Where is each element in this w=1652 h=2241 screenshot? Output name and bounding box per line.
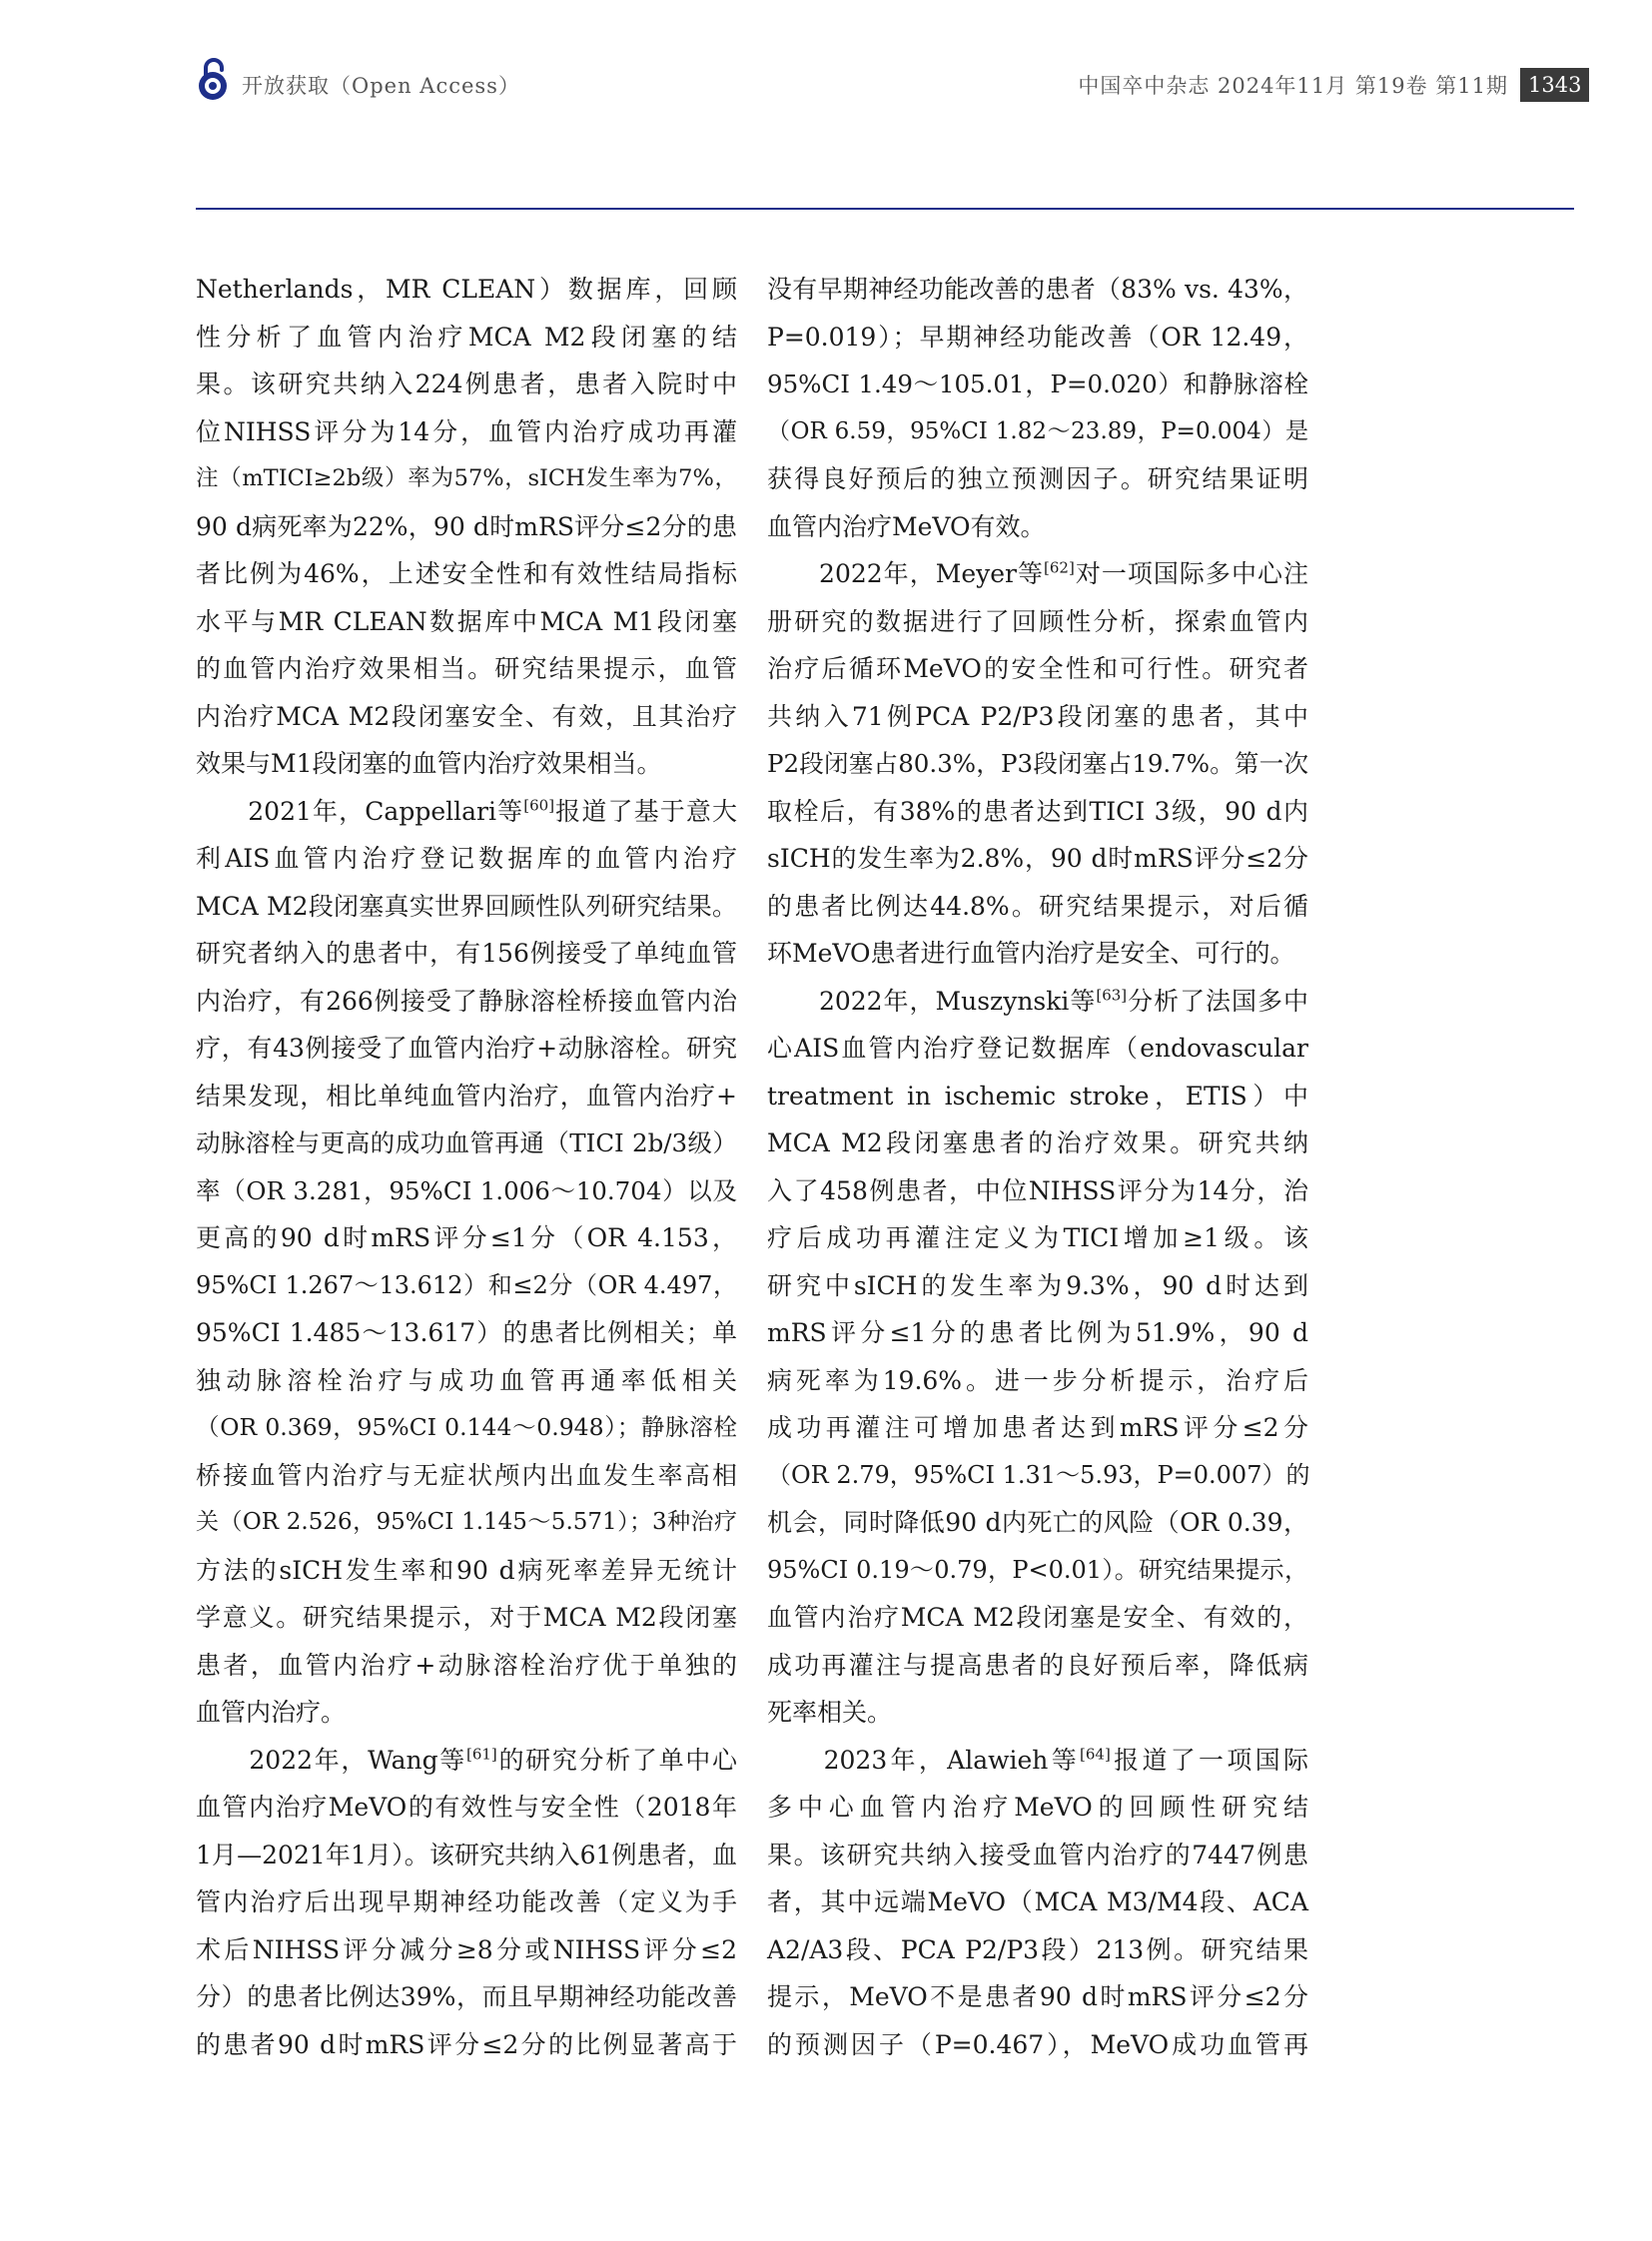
line-text: 血管内治疗MeVO的有效性与安全性（2018年 [196, 1793, 737, 1822]
header-rule [196, 208, 1574, 210]
line-text: 水平与MR CLEAN数据库中MCA M1段闭塞 [196, 606, 737, 636]
line-text: 共纳入71例PCA P2/P3段闭塞的患者，其中 [767, 701, 1308, 731]
line-text: 内治疗MCA M2段闭塞安全、有效，且其治疗 [196, 701, 737, 731]
line-text: 血管内治疗MCA M2段闭塞是安全、有效的， [767, 1603, 1308, 1632]
line-text: 效果与M1段闭塞的血管内治疗效果相当。 [196, 749, 662, 778]
text-line [196, 550, 737, 598]
text-line [767, 1404, 1308, 1452]
line-text: 95%CI 1.485～13.617）的患者比例相关；单 [196, 1318, 737, 1347]
text-line [767, 503, 1308, 551]
text-line [196, 1167, 737, 1215]
text-line [767, 361, 1308, 408]
text-line [196, 1642, 737, 1690]
line-text: 提示，MeVO不是患者90 d时mRS评分≤2分 [767, 1982, 1308, 2011]
line-text: 疗后成功再灌注定义为TICI增加≥1级。该 [767, 1223, 1308, 1252]
text-line [196, 645, 737, 693]
line-text: 2021年，Cappellari等 [196, 796, 524, 826]
text-line [196, 1737, 737, 1785]
line-text: 病死率为19.6%。进一步分析提示，治疗后 [767, 1365, 1308, 1395]
line-text: （OR 0.369，95%CI 0.144～0.948）；静脉溶栓 [196, 1413, 737, 1441]
line-text: 治疗后循环MeVO的安全性和可行性。研究者 [767, 654, 1308, 683]
text-line [196, 978, 737, 1026]
text-line [767, 1878, 1308, 1926]
line-text: 关（OR 2.526，95%CI 1.145～5.571）；3种治疗 [196, 1509, 737, 1535]
text-line [196, 598, 737, 646]
text-line [196, 408, 737, 456]
line-text: 获得良好预后的独立预测因子。研究结果证明 [767, 464, 1308, 493]
text-line [196, 1309, 737, 1357]
text-line [196, 693, 737, 741]
text-line [767, 1309, 1308, 1357]
line-text: P2段闭塞占80.3%，P3段闭塞占19.7%。第一次 [767, 749, 1308, 778]
journal-info [1078, 70, 1508, 100]
text-line [196, 361, 737, 408]
text-line [767, 550, 1308, 598]
line-text: 果。该研究共纳入接受血管内治疗的7447例患 [767, 1840, 1308, 1869]
text-line [767, 1594, 1308, 1642]
citation-reference: [64] [1080, 1745, 1111, 1764]
text-line [196, 2021, 737, 2069]
text-line [767, 1689, 1308, 1737]
line-text-continued: 对一项国际多中心注 [1074, 559, 1308, 588]
text-line [196, 1784, 737, 1832]
line-text: （OR 2.79，95%CI 1.31～5.93，P=0.007）的 [767, 1460, 1310, 1489]
line-text: 心AIS血管内治疗登记数据库（endovascular [767, 1034, 1308, 1063]
text-line [196, 1499, 737, 1547]
line-text-continued: 报道了一项国际 [1110, 1745, 1308, 1775]
text-line [196, 1594, 737, 1642]
line-text: 血管内治疗。 [196, 1698, 347, 1727]
line-text: 动脉溶栓与更高的成功血管再通（TICI 2b/3级） [196, 1128, 737, 1157]
text-line [196, 740, 737, 788]
line-text: sICH的发生率为2.8%，90 d时mRS评分≤2分 [767, 844, 1308, 873]
line-text: 桥接血管内治疗与无症状颅内出血发生率高相 [196, 1460, 737, 1490]
text-line [767, 314, 1308, 362]
line-text: 2022年，Meyer等 [767, 559, 1045, 588]
text-line [196, 1357, 737, 1405]
page-number: 1343 [1520, 68, 1589, 102]
line-text: 率（OR 3.281，95%CI 1.006～10.704）以及 [196, 1175, 737, 1205]
line-text: 血管内治疗MeVO有效。 [767, 511, 1046, 541]
citation-reference: [63] [1096, 986, 1128, 1005]
line-text: 果。该研究共纳入224例患者，患者入院时中 [196, 370, 737, 398]
line-text: 的患者比例达44.8%。研究结果提示，对后循 [767, 891, 1308, 921]
line-text: 位NIHSS评分为14分，血管内治疗成功再灌 [196, 416, 737, 446]
line-text: 95%CI 0.19～0.79，P<0.01）。研究结果提示， [767, 1555, 1308, 1584]
line-text: 更高的90 d时mRS评分≤1分（OR 4.153， [196, 1223, 737, 1252]
text-line [196, 1025, 737, 1073]
text-line [196, 1452, 737, 1500]
citation-reference: [62] [1044, 558, 1075, 577]
text-line [196, 1262, 737, 1310]
line-text: 1月—2021年1月）。该研究共纳入61例患者，血 [196, 1840, 737, 1869]
text-line [196, 835, 737, 883]
text-line [767, 693, 1308, 741]
line-text: 术后NIHSS评分减分≥8分或NIHSS评分≤2 [196, 1934, 737, 1964]
line-text: 患者，血管内治疗+动脉溶栓治疗优于单独的 [196, 1650, 737, 1680]
text-line [767, 408, 1308, 456]
open-access-lock-icon [196, 56, 230, 102]
line-text: 结果发现，相比单纯血管内治疗，血管内治疗+ [196, 1081, 737, 1111]
text-line [767, 1784, 1308, 1832]
text-line [767, 1973, 1308, 2021]
text-line [196, 1878, 737, 1926]
line-text: 2022年，Wang等 [196, 1745, 466, 1775]
text-line [196, 1973, 737, 2021]
text-line [196, 1832, 737, 1879]
line-text: treatment in ischemic stroke，ETIS）中 [767, 1081, 1308, 1111]
text-line [767, 1499, 1308, 1547]
page-header [0, 0, 1652, 212]
line-text: 90 d病死率为22%，90 d时mRS评分≤2分的患 [196, 511, 737, 541]
text-line [767, 788, 1308, 836]
text-line [767, 1073, 1308, 1120]
line-text: MCA M2段闭塞患者的治疗效果。研究共纳 [767, 1128, 1308, 1157]
text-line [767, 1452, 1308, 1500]
line-text: 册研究的数据进行了回顾性分析，探索血管内 [767, 606, 1308, 636]
line-text-continued: 分析了法国多中 [1127, 986, 1308, 1016]
text-line [196, 1073, 737, 1120]
line-text: A2/A3段、PCA P2/P3段）213例。研究结果 [767, 1934, 1308, 1964]
text-line [767, 598, 1308, 646]
text-line [767, 740, 1308, 788]
line-text: P=0.019）；早期神经功能改善（OR 12.49， [767, 322, 1308, 352]
line-text: Netherlands，MR CLEAN）数据库，回顾 [196, 275, 737, 304]
text-line [196, 883, 737, 931]
text-line [196, 788, 737, 836]
line-text: 95%CI 1.49～105.01，P=0.020）和静脉溶栓 [767, 370, 1308, 398]
text-line [767, 1025, 1308, 1073]
text-line [196, 1926, 737, 1974]
line-text: 成功再灌注与提高患者的良好预后率，降低病 [767, 1650, 1308, 1680]
text-line [767, 1167, 1308, 1215]
line-text: 内治疗，有266例接受了静脉溶栓桥接血管内治 [196, 986, 737, 1016]
line-text: 管内治疗后出现早期神经功能改善（定义为手 [196, 1887, 737, 1916]
journal-citation: 中国卒中杂志 2024年11月 第19卷 第11期 [1078, 74, 1508, 98]
text-line [767, 1120, 1308, 1167]
citation-reference: [60] [523, 796, 555, 815]
text-line [767, 1262, 1308, 1310]
text-line [196, 1120, 737, 1167]
line-text-continued: 报道了基于意大 [554, 796, 737, 826]
line-text: 注（mTICI≥2b级）率为57%，sICH发生率为7%， [196, 465, 737, 491]
line-text: 研究者纳入的患者中，有156例接受了单纯血管 [196, 939, 737, 968]
text-line [196, 314, 737, 362]
line-text: 2023年，Alawieh等 [767, 1745, 1081, 1775]
text-line [767, 266, 1308, 314]
line-text: 的患者90 d时mRS评分≤2分的比例显著高于 [196, 2029, 737, 2059]
line-text: 成功再灌注可增加患者达到mRS评分≤2分 [767, 1413, 1308, 1442]
line-text: 多中心血管内治疗MeVO的回顾性研究结 [767, 1793, 1308, 1822]
text-line [196, 455, 737, 503]
line-text: 利AIS血管内治疗登记数据库的血管内治疗 [196, 844, 737, 873]
text-line [196, 1689, 737, 1737]
text-line [767, 883, 1308, 931]
open-access-label: 开放获取（Open Access） [242, 74, 520, 98]
line-text: 研究中sICH的发生率为9.3%，90 d时达到 [767, 1270, 1308, 1300]
line-text: 没有早期神经功能改善的患者（83% vs. 43%， [767, 275, 1308, 304]
text-line [767, 645, 1308, 693]
line-text: 入了458例患者，中位NIHSS评分为14分，治 [767, 1175, 1308, 1205]
line-text: 取栓后，有38%的患者达到TICI 3级，90 d内 [767, 796, 1308, 826]
line-text: MCA M2段闭塞真实世界回顾性队列研究结果。 [196, 891, 737, 921]
text-line [767, 455, 1308, 503]
text-line [767, 1547, 1308, 1595]
line-text: 性分析了血管内治疗MCA M2段闭塞的结 [196, 322, 737, 352]
text-line [196, 266, 737, 314]
text-line [767, 2021, 1308, 2069]
text-line [767, 1832, 1308, 1879]
line-text: 者，其中远端MeVO（MCA M3/M4段、ACA [767, 1887, 1308, 1916]
text-line [767, 1357, 1308, 1405]
line-text: 方法的sICH发生率和90 d病死率差异无统计 [196, 1555, 737, 1585]
line-text: 疗，有43例接受了血管内治疗+动脉溶栓。研究 [196, 1034, 737, 1063]
line-text-continued: 的研究分析了单中心 [496, 1745, 737, 1775]
line-text: 2022年，Muszynski等 [767, 986, 1097, 1016]
line-text: 的血管内治疗效果相当。研究结果提示，血管 [196, 654, 737, 683]
line-text: 的预测因子（P=0.467），MeVO成功血管再 [767, 2029, 1308, 2059]
line-text: 机会，同时降低90 d内死亡的风险（OR 0.39， [767, 1508, 1308, 1537]
line-text: mRS评分≤1分的患者比例为51.9%，90 d [767, 1318, 1308, 1347]
line-text: 环MeVO患者进行血管内治疗是安全、可行的。 [767, 939, 1295, 968]
text-line [196, 1214, 737, 1262]
line-text: 分）的患者比例达39%，而且早期神经功能改善 [196, 1982, 737, 2011]
text-line [196, 503, 737, 551]
citation-reference: [61] [465, 1745, 497, 1764]
line-text: 者比例为46%，上述安全性和有效性结局指标 [196, 559, 737, 588]
text-line [767, 1926, 1308, 1974]
line-text: 独动脉溶栓治疗与成功血管再通率低相关 [196, 1365, 737, 1395]
text-line [767, 978, 1308, 1026]
text-line [196, 1404, 737, 1452]
line-text: 学意义。研究结果提示，对于MCA M2段闭塞 [196, 1603, 737, 1632]
line-text: （OR 6.59，95%CI 1.82～23.89，P=0.004）是 [767, 417, 1308, 444]
right-column [767, 266, 1308, 2068]
text-line [196, 930, 737, 978]
text-line [767, 1642, 1308, 1690]
text-line [767, 1214, 1308, 1262]
text-line [767, 930, 1308, 978]
line-text: 死率相关。 [767, 1698, 893, 1727]
text-line [767, 835, 1308, 883]
text-line [767, 1737, 1308, 1785]
left-column [196, 266, 737, 2068]
text-line [196, 1547, 737, 1595]
line-text: 95%CI 1.267～13.612）和≤2分（OR 4.497， [196, 1270, 737, 1299]
